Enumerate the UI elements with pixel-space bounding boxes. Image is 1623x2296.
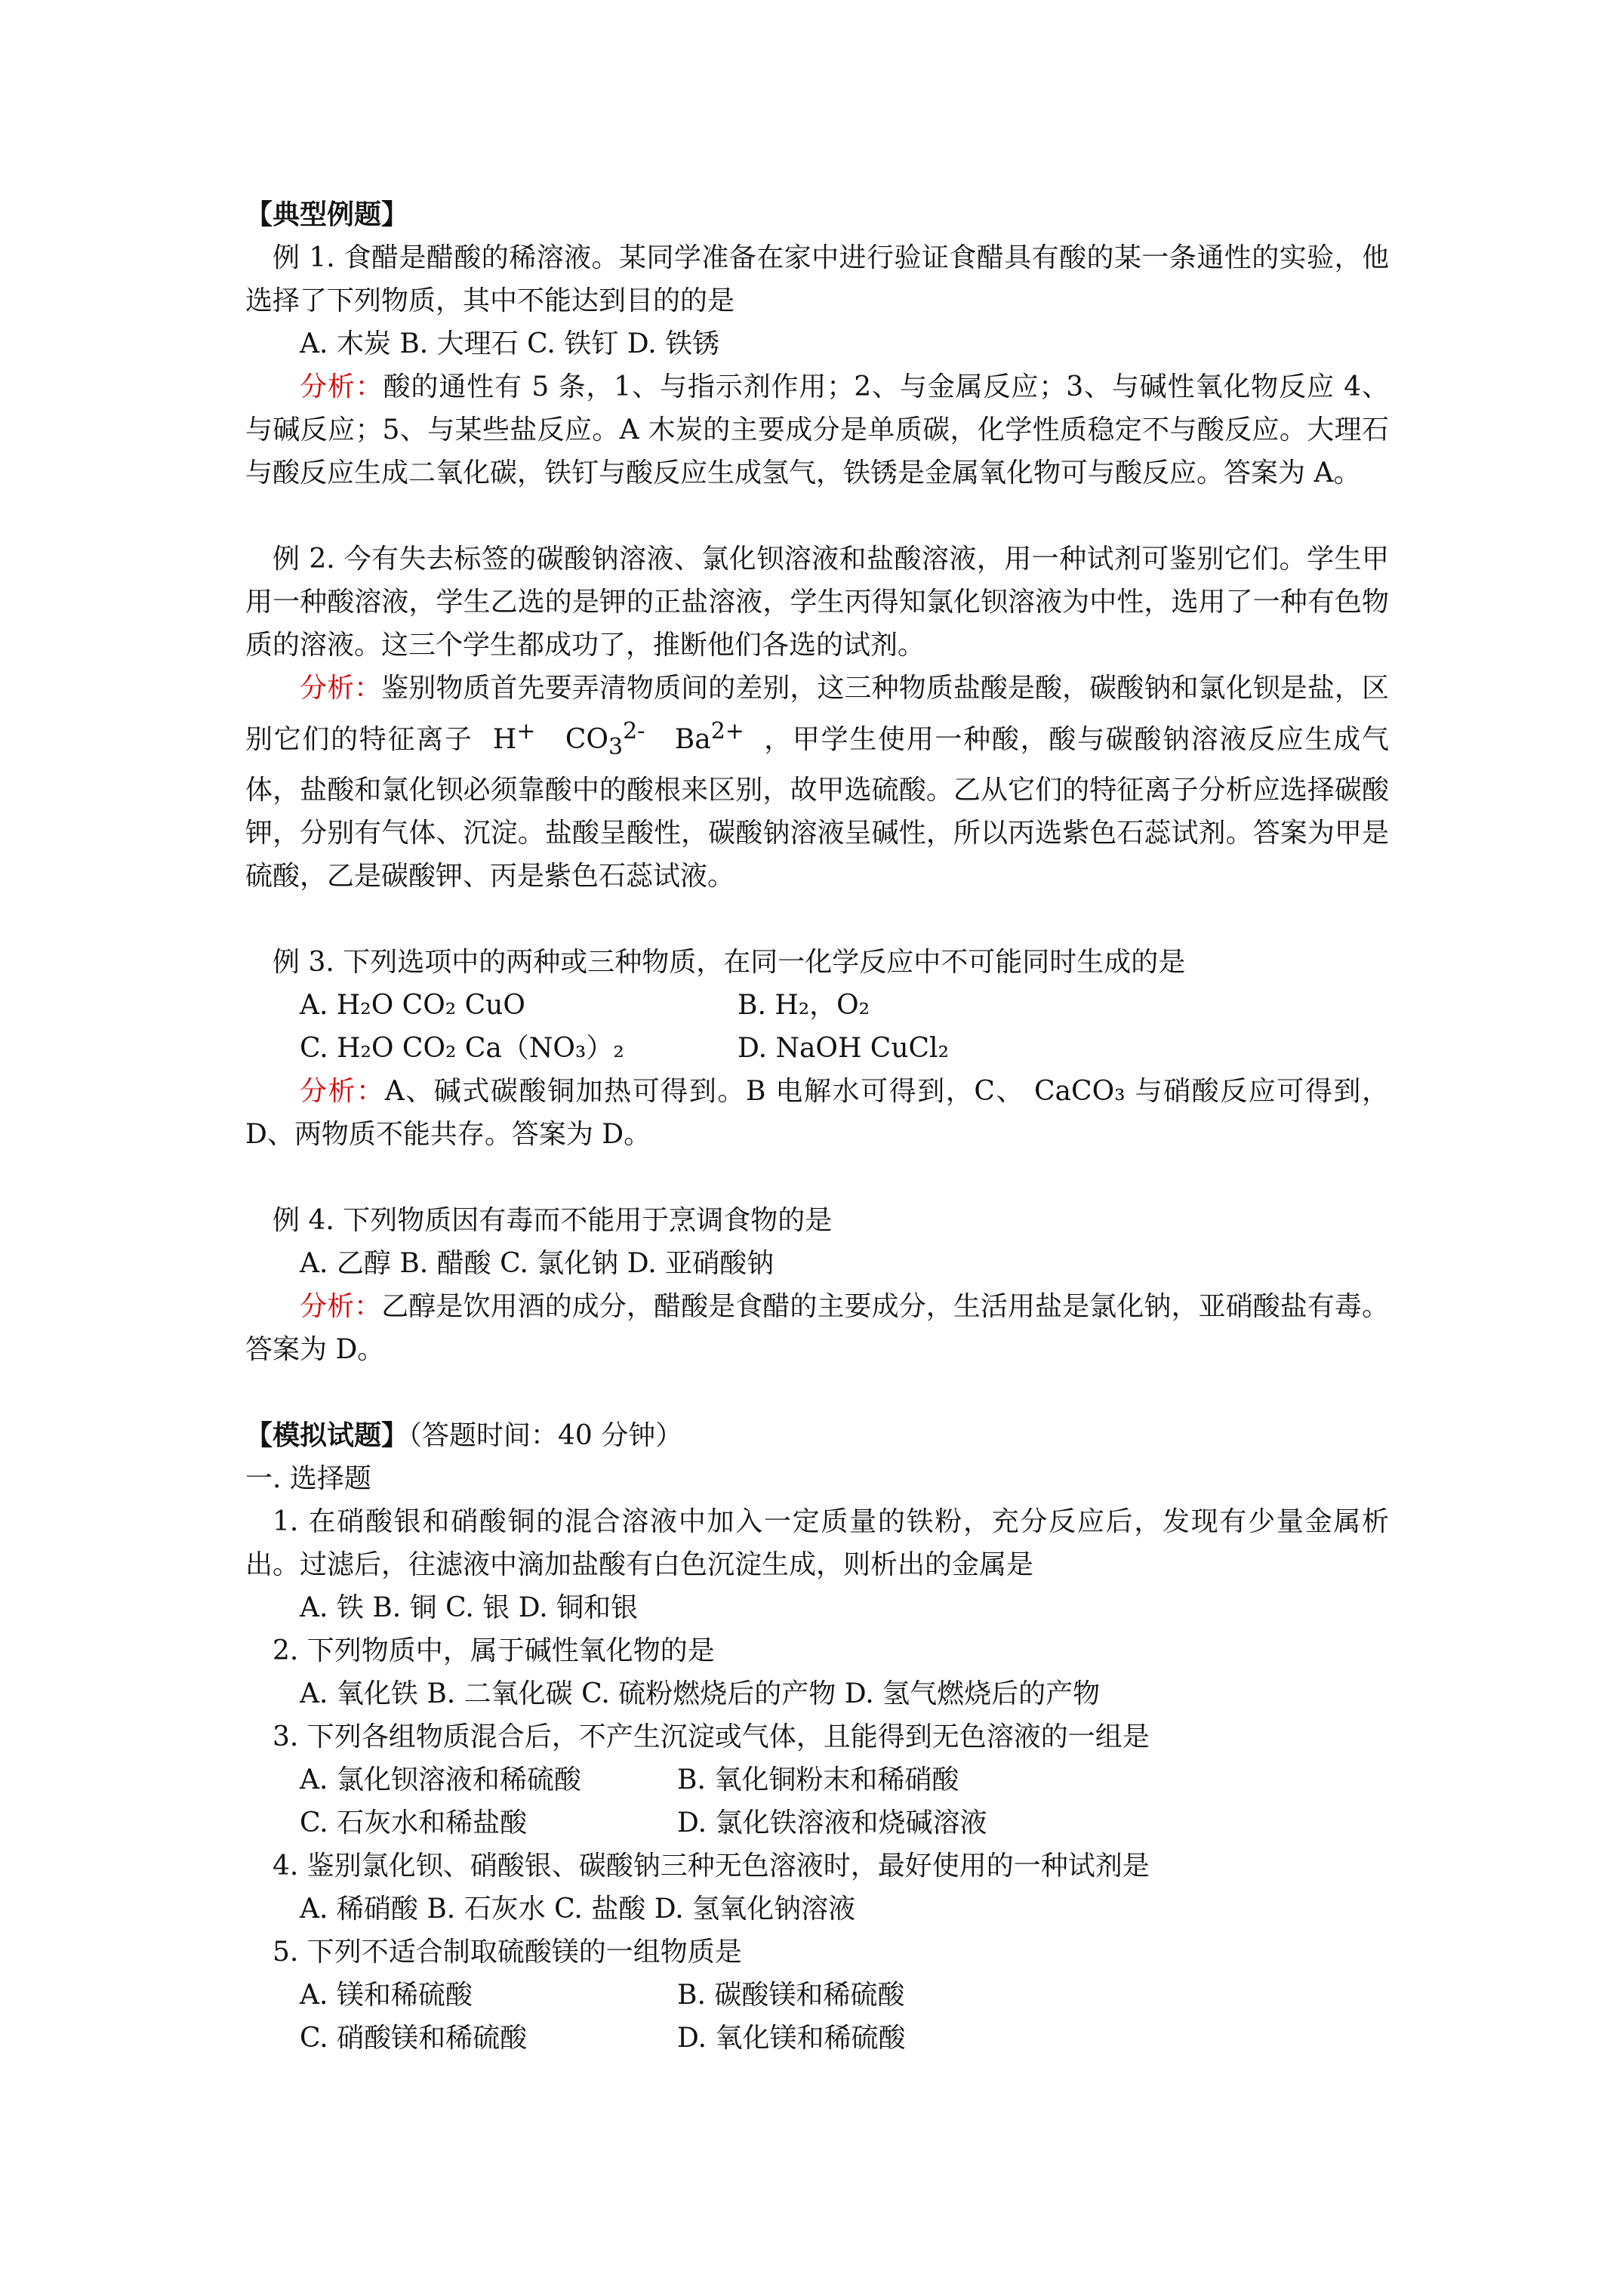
question-2-options: A. 氧化铁 B. 二氧化碳 C. 硫粉燃烧后的产物 D. 氢气燃烧后的产物 (300, 1678, 1101, 1710)
ion-barium: $Ba^{2+}$ (674, 718, 744, 755)
example-3-options-row-2 (245, 1027, 1389, 1070)
example-4-options: A. 乙醇 B. 醋酸 C. 氯化钠 D. 亚硝酸钠 (300, 1248, 775, 1280)
option-d: D. 氧化镁和稀硫酸 (677, 2023, 906, 2054)
analysis-text-a: 鉴别物质首先要弄清物质间的差别，这三种物质盐酸是酸，碳酸钠和氯化钡是盐，区别它们的特征离子 (245, 673, 1389, 755)
spacer (245, 1371, 1389, 1414)
option-b: B. 碳酸镁和稀硫酸 (677, 1980, 905, 2011)
analysis-text-b: ，甲学生使用一种酸，酸与碳酸钠溶液反应生成气体，盐酸和氯化钡必须靠酸中的酸根来区别，故甲选硫酸。乙从它们的特征离子分析应选择碳酸钾，分别有气体、沉淀。盐酸呈酸性，碳酸钠溶液呈碱性，所以丙选紫色石蕊试剂。答案为甲是硫酸，乙是碳酸钾、丙是紫色石蕊试液。 (245, 724, 1389, 892)
example-1-analysis (245, 365, 1389, 495)
option-c: C. 石灰水和稀盐酸 (300, 1808, 528, 1839)
option-d: D. 氯化铁溶液和烧碱溶液 (677, 1808, 987, 1839)
question-3-stem: 3. 下列各组物质混合后，不产生沉淀或气体，且能得到无色溶液的一组是 (273, 1721, 1150, 1753)
question-5-options-row-1 (245, 1974, 1389, 2017)
analysis-label: 分析： (300, 1076, 385, 1108)
option-a: A. 镁和稀硫酸 (300, 1980, 473, 2011)
analysis-text: 乙醇是饮用酒的成分，醋酸是食醋的主要成分，生活用盐是氯化钠，亚硝酸盐有毒。答案为 D。 (245, 1291, 1389, 1366)
spacer (245, 898, 1389, 941)
spacer (245, 1156, 1389, 1199)
time-note: （答题时间：40 分钟） (408, 1420, 683, 1452)
option-c: C. H₂O CO₂ Ca（NO₃）₂ (300, 1033, 624, 1065)
option-a: A. 氯化钡溶液和稀硫酸 (300, 1764, 581, 1796)
document-content (245, 193, 1389, 2060)
example-2-analysis (245, 667, 1389, 898)
question-4-stem: 4. 鉴别氯化钡、硝酸银、碳酸钠三种无色溶液时，最好使用的一种试剂是 (273, 1851, 1150, 1882)
question-3-options-row-1 (245, 1758, 1389, 1801)
option-d: D. NaOH CuCl₂ (738, 1033, 950, 1065)
section-title: 一. 选择题 (245, 1463, 371, 1495)
typical-examples-heading: 【典型例题】 (245, 199, 409, 230)
ion-carbonate: $CO_3^{2-}$ (565, 718, 645, 761)
example-2-stem: 例 2. 今有失去标签的碳酸钠溶液、氯化钡溶液和盐酸溶液，用一种试剂可鉴别它们。学生甲用一种酸溶液，学生乙选的是钾的正盐溶液，学生丙得知氯化钡溶液为中性，选用了一种有色物质的溶液。这三个学生都成功了，推断他们各选的试剂。 (245, 544, 1389, 661)
question-4-options: A. 稀硝酸 B. 石灰水 C. 盐酸 D. 氢氧化钠溶液 (300, 1894, 856, 1925)
example-4-stem: 例 4. 下列物质因有毒而不能用于烹调食物的是 (273, 1205, 833, 1237)
example-3-options-row-1 (245, 984, 1389, 1027)
question-1-options: A. 铁 B. 铜 C. 银 D. 铜和银 (300, 1592, 639, 1624)
analysis-label: 分析： (300, 673, 382, 704)
analysis-label: 分析： (300, 1291, 382, 1323)
option-b: B. 氧化铜粉末和稀硝酸 (677, 1764, 959, 1796)
example-3-analysis (245, 1070, 1389, 1156)
ion-hydrogen: H+ (492, 718, 536, 755)
question-2-stem: 2. 下列物质中，属于碱性氧化物的是 (273, 1635, 715, 1667)
question-3-options-row-2 (245, 1801, 1389, 1845)
option-b: B. H₂，O₂ (738, 990, 870, 1022)
option-a: A. H₂O CO₂ CuO (300, 990, 525, 1022)
example-1-options: A. 木炭 B. 大理石 C. 铁钉 D. 铁锈 (300, 328, 720, 359)
example-1-stem: 例 1. 食醋是醋酸的稀溶液。某同学准备在家中进行验证食醋具有酸的某一条通性的实验，他选择了下列物质，其中不能达到目的的是 (245, 242, 1389, 316)
example-4-analysis (245, 1285, 1389, 1371)
analysis-text: 酸的通性有 5 条，1、与指示剂作用；2、与金属反应；3、与碱性氧化物反应 4、与碱反应；5、与某些盐反应。A 木炭的主要成分是单质碳，化学性质稳定不与酸反应。大理石与酸反应生成二氧化碳，铁钉与酸反应生成氢气，铁锈是金属氧化物可与酸反应。答案为 A。 (245, 371, 1389, 488)
option-c: C. 硝酸镁和稀硫酸 (300, 2023, 528, 2054)
analysis-label: 分析： (300, 371, 383, 402)
question-5-stem: 5. 下列不适合制取硫酸镁的一组物质是 (273, 1937, 742, 1968)
question-5-options-row-2 (245, 2017, 1389, 2060)
mock-test-heading: 【模拟试题】（答题时间：40 分钟） (245, 1419, 683, 1452)
example-3-stem: 例 3. 下列选项中的两种或三种物质，在同一化学反应中不可能同时生成的是 (273, 947, 1186, 978)
question-1-stem: 1. 在硝酸银和硝酸铜的混合溶液中加入一定质量的铁粉，充分反应后，发现有少量金属析出。过滤后，往滤液中滴加盐酸有白色沉淀生成，则析出的金属是 (245, 1506, 1389, 1581)
spacer (245, 495, 1389, 538)
analysis-text: A、碱式碳酸铜加热可得到。B 电解水可得到，C、 CaCO₃ 与硝酸反应可得到，D、两物质不能共存。答案为 D。 (245, 1076, 1389, 1151)
